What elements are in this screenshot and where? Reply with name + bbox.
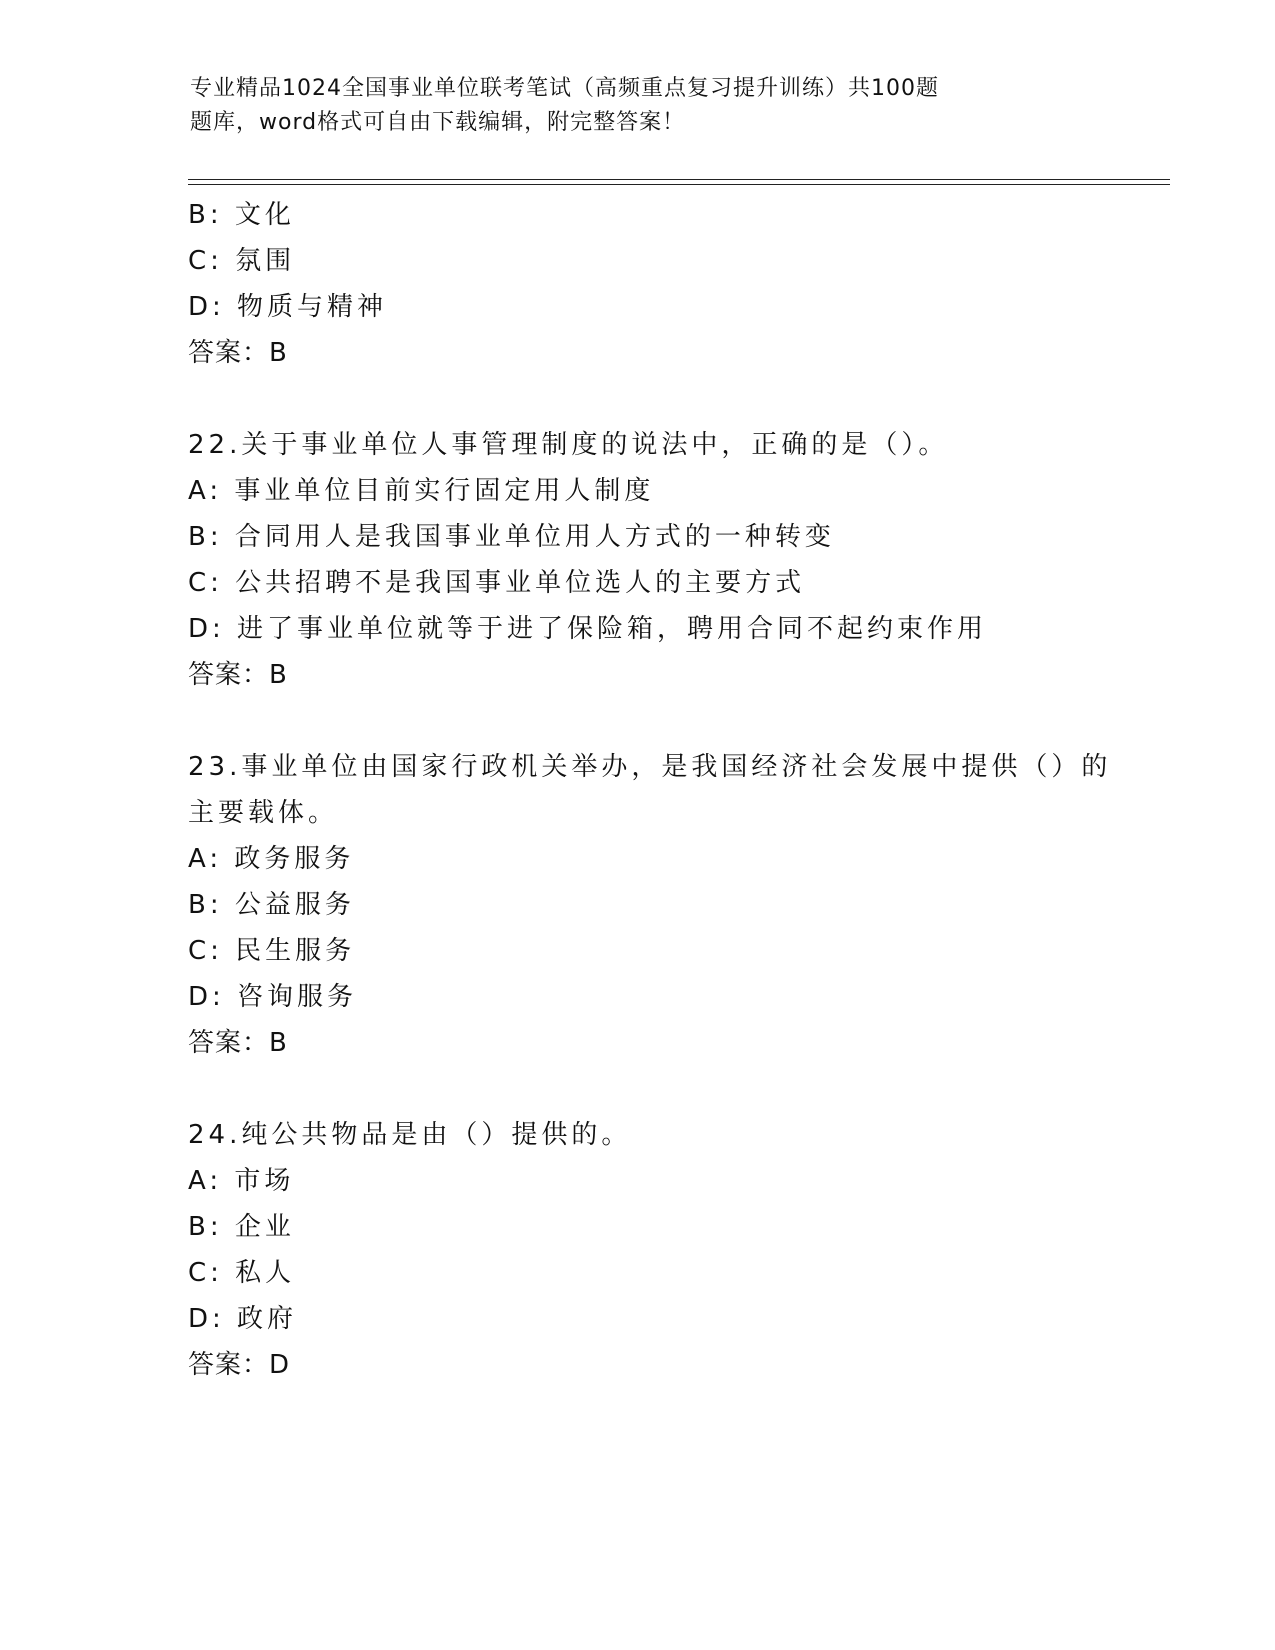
answer-line: 答案：D	[188, 1350, 291, 1380]
answer-line: 答案：B	[188, 1028, 288, 1058]
answer-line: 答案：B	[188, 338, 288, 368]
spacer	[188, 1066, 1088, 1112]
option-b: B: 合同用人是我国事业单位用人方式的一种转变	[188, 522, 835, 552]
question-stem-line-1: 23.事业单位由国家行政机关举办，是我国经济社会发展中提供（）的	[188, 752, 1112, 782]
question-stem: 24.纯公共物品是由（）提供的。	[188, 1120, 632, 1150]
option-a: A: 市场	[188, 1166, 295, 1196]
question-list	[188, 192, 1112, 1388]
option-d: D: 进了事业单位就等于进了保险箱，聘用合同不起约束作用	[188, 614, 988, 644]
header-divider-top	[188, 179, 1170, 180]
question-stem-line-2: 主要载体。	[188, 798, 339, 828]
option-c: C: 私人	[188, 1258, 296, 1288]
question-23	[188, 744, 1112, 1066]
spacer	[188, 376, 1088, 422]
header-line-2: 题库，word格式可自由下载编辑，附完整答案！	[190, 110, 686, 135]
prev-question-block	[188, 192, 1088, 376]
option-a: A: 事业单位目前实行固定用人制度	[188, 476, 655, 506]
option-c: C: 民生服务	[188, 936, 356, 966]
option-b: B: 企业	[188, 1212, 295, 1242]
option-b: B: 公益服务	[188, 890, 355, 920]
question-22	[188, 422, 1088, 698]
spacer	[188, 698, 1088, 744]
header-line-1: 专业精品1024全国事业单位联考笔试（高频重点复习提升训练）共100题	[190, 76, 939, 101]
option-c: C: 氛围	[188, 246, 296, 276]
answer-line: 答案：B	[188, 660, 288, 690]
option-d: D: 物质与精神	[188, 292, 388, 322]
question-24	[188, 1112, 1088, 1388]
option-c: C: 公共招聘不是我国事业单位选人的主要方式	[188, 568, 806, 598]
header-divider-bottom	[188, 184, 1170, 185]
question-stem: 22.关于事业单位人事管理制度的说法中，正确的是（）。	[188, 430, 949, 460]
option-d: D: 政府	[188, 1304, 298, 1334]
option-a: A: 政务服务	[188, 844, 355, 874]
option-d: D: 咨询服务	[188, 982, 358, 1012]
option-b: B: 文化	[188, 200, 295, 230]
document-header	[190, 72, 1090, 140]
